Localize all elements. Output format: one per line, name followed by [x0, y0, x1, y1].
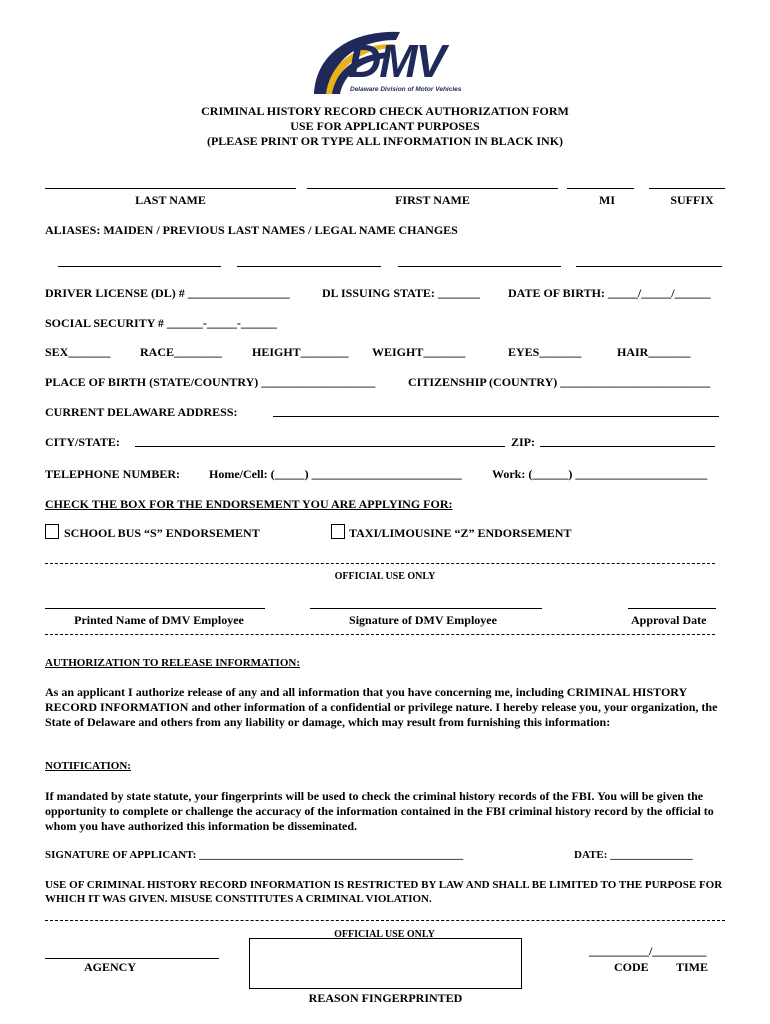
telephone-label: TELEPHONE NUMBER:	[45, 467, 181, 481]
citizenship-field[interactable]: CITIZENSHIP (COUNTRY) _________________________	[408, 375, 711, 389]
printed-name-label: Printed Name of DMV Employee	[74, 613, 244, 627]
employee-signature-label: Signature of DMV Employee	[349, 613, 497, 627]
address-label: CURRENT DELAWARE ADDRESS:	[45, 405, 238, 419]
approval-date-field[interactable]	[628, 608, 716, 609]
divider	[45, 563, 715, 564]
official-use-title: OFFICIAL USE ONLY	[334, 571, 436, 582]
official-use-title-2: OFFICIAL USE ONLY	[334, 929, 435, 940]
home-cell-phone-field[interactable]: Home/Cell: (_____) _________________________	[209, 467, 462, 481]
taxi-limousine-checkbox[interactable]	[331, 524, 345, 539]
taxi-limousine-label: TAXI/LIMOUSINE “Z” ENDORSEMENT	[349, 526, 572, 540]
suffix-field[interactable]	[649, 188, 725, 189]
mi-label: MI	[599, 193, 615, 207]
dmv-logo	[310, 24, 462, 100]
school-bus-checkbox[interactable]	[45, 524, 59, 539]
height-field[interactable]: HEIGHT________	[252, 345, 349, 359]
approval-date-label: Approval Date	[631, 613, 707, 627]
hair-field[interactable]: HAIR_______	[617, 345, 691, 359]
alias-field-3[interactable]	[398, 266, 561, 267]
endorsement-heading: CHECK THE BOX FOR THE ENDORSEMENT YOU ARE APPLYING FOR:	[45, 497, 453, 511]
agency-field[interactable]	[45, 958, 219, 959]
alias-field-2[interactable]	[237, 266, 381, 267]
zip-field[interactable]	[540, 446, 715, 447]
form-instructions: (PLEASE PRINT OR TYPE ALL INFORMATION IN BLACK INK)	[206, 134, 564, 148]
time-label: TIME	[676, 960, 709, 974]
eyes-field[interactable]: EYES_______	[508, 345, 582, 359]
mi-field[interactable]	[567, 188, 634, 189]
notification-text: If mandated by state statute, your fingerprints will be used to check the criminal history records of the FBI. You will be given the opportunity to complete or challenge the accuracy of the information contained in the FBI criminal history record by the official to whom you have authorized this information be disseminated.	[45, 789, 714, 833]
dl-issuing-state-field[interactable]: DL ISSUING STATE: _______	[322, 286, 480, 300]
code-time-field[interactable]: __________/_________	[589, 944, 707, 958]
first-name-field[interactable]	[307, 188, 558, 189]
signature-date-field[interactable]: DATE: _______________	[574, 849, 693, 861]
city-state-label: CITY/STATE:	[45, 435, 120, 449]
divider	[45, 920, 725, 921]
divider	[45, 634, 715, 635]
authorization-heading: AUTHORIZATION TO RELEASE INFORMATION:	[45, 657, 300, 669]
reason-fingerprinted-box[interactable]	[249, 938, 522, 989]
alias-field-1[interactable]	[58, 266, 221, 267]
first-name-label: FIRST NAME	[395, 193, 470, 207]
suffix-label: SUFFIX	[670, 193, 714, 207]
city-state-field[interactable]	[135, 446, 505, 447]
place-of-birth-field[interactable]: PLACE OF BIRTH (STATE/COUNTRY) ___________________	[45, 375, 376, 389]
last-name-label: LAST NAME	[135, 193, 206, 207]
employee-signature-field[interactable]	[310, 608, 542, 609]
restriction-notice: USE OF CRIMINAL HISTORY RECORD INFORMATION IS RESTRICTED BY LAW AND SHALL BE LIMITED TO THE PURPOSE FOR WHICH IT WAS GIVEN. MISUSE CONSTITUTES A CRIMINAL VIOLATION.	[45, 879, 723, 905]
zip-label: ZIP:	[511, 435, 535, 449]
reason-fingerprinted-label: REASON FINGERPRINTED	[308, 991, 463, 1005]
logo-mark: DMV	[348, 35, 445, 87]
code-label: CODE	[614, 960, 649, 974]
printed-name-field[interactable]	[45, 608, 265, 609]
sex-field[interactable]: SEX_______	[45, 345, 111, 359]
agency-label: AGENCY	[84, 960, 137, 974]
notification-heading: NOTIFICATION:	[45, 760, 131, 772]
form-subtitle: USE FOR APPLICANT PURPOSES	[290, 119, 480, 133]
race-field[interactable]: RACE________	[140, 345, 223, 359]
address-field[interactable]	[273, 416, 719, 417]
logo-tagline: Delaware Division of Motor Vehicles	[350, 86, 462, 93]
date-of-birth-field[interactable]: DATE OF BIRTH: _____/_____/______	[508, 286, 711, 300]
driver-license-field[interactable]: DRIVER LICENSE (DL) # _________________	[45, 286, 290, 300]
alias-field-4[interactable]	[576, 266, 722, 267]
weight-field[interactable]: WEIGHT_______	[372, 345, 466, 359]
school-bus-label: SCHOOL BUS “S” ENDORSEMENT	[64, 526, 260, 540]
work-phone-field[interactable]: Work: (______) ______________________	[492, 467, 708, 481]
aliases-label: ALIASES: MAIDEN / PREVIOUS LAST NAMES / LEGAL NAME CHANGES	[45, 223, 458, 237]
applicant-signature-field[interactable]: SIGNATURE OF APPLICANT: ________________________________________________	[45, 849, 464, 861]
last-name-field[interactable]	[45, 188, 296, 189]
form-title: CRIMINAL HISTORY RECORD CHECK AUTHORIZATION FORM	[201, 104, 569, 118]
authorization-text: As an applicant I authorize release of any and all information that you have concerning me, including CRIMINAL HISTORY RECORD INFORMATION and other information of a confidential or privilege nature. I hereby release you, your organization, the State of Delaware and others from any liability or damage, which may result from furnishing this information:	[45, 685, 718, 729]
social-security-field[interactable]: SOCIAL SECURITY # ______-_____-______	[45, 316, 277, 330]
